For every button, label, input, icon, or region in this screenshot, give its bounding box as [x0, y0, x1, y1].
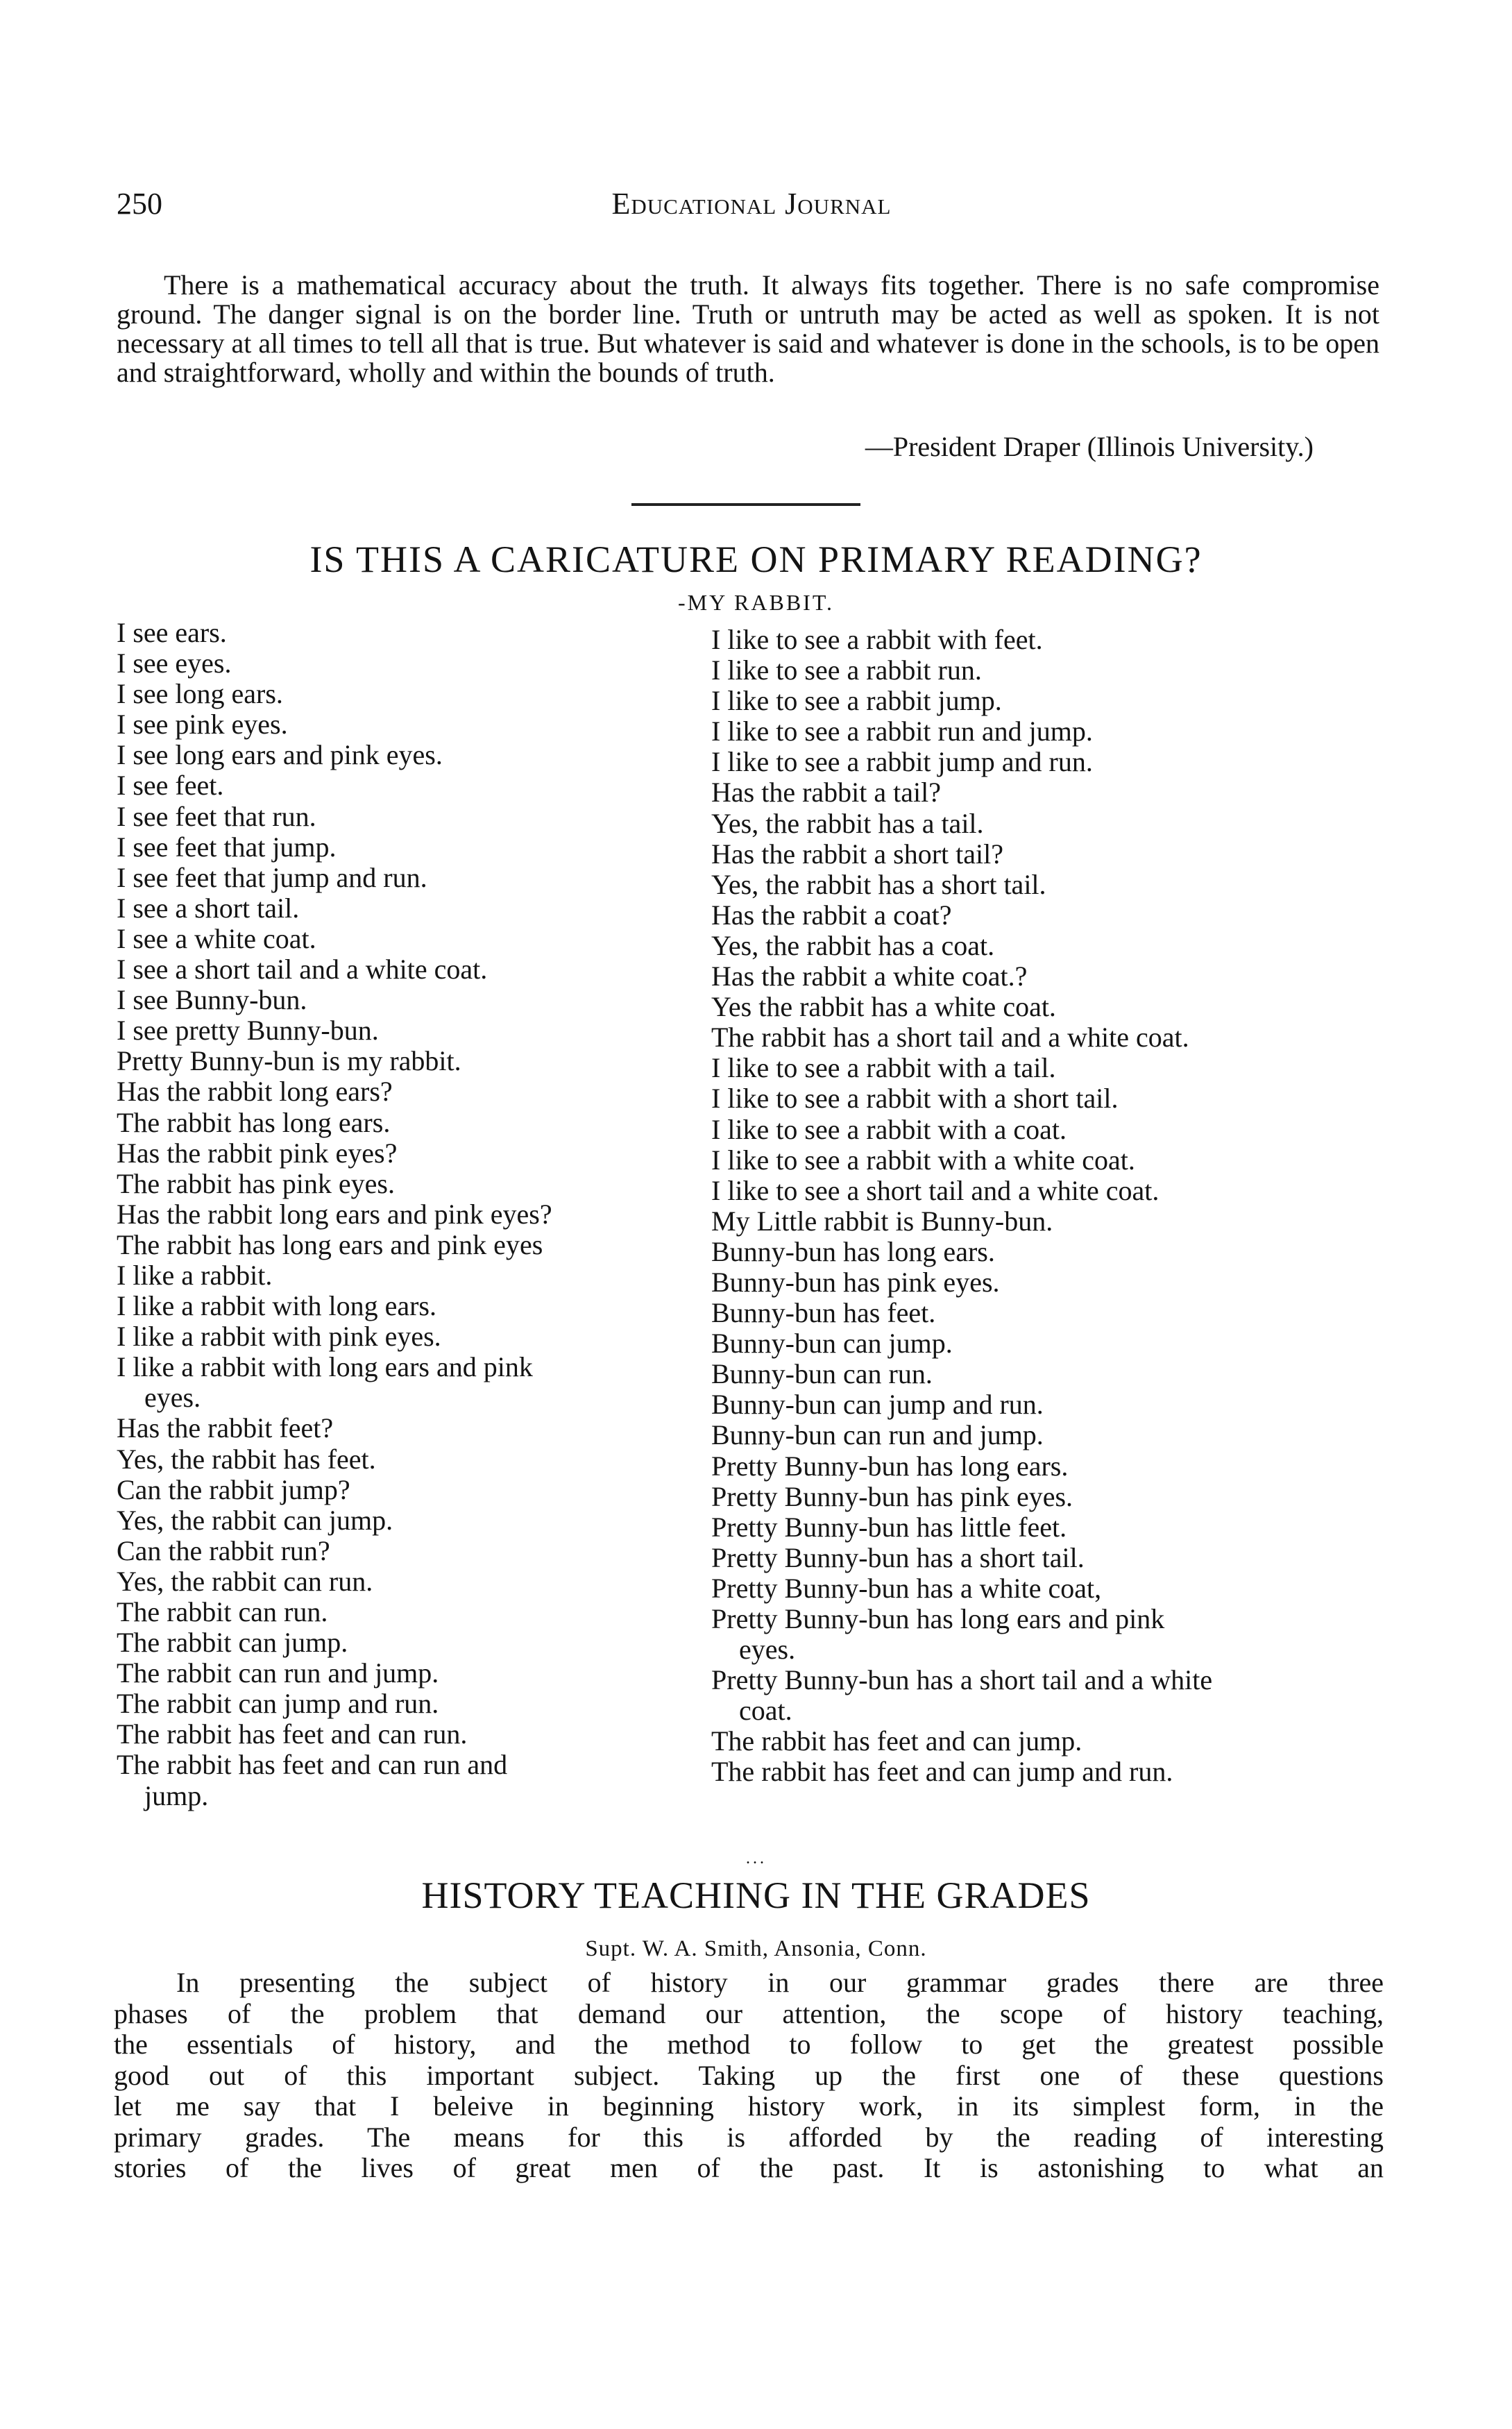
text-line: Has the rabbit feet?	[117, 1412, 334, 1444]
text-line: I see a short tail and a white coat.	[117, 954, 488, 985]
quote-attribution: —President Draper (Illinois University.)	[865, 431, 1314, 462]
text-line: My Little rabbit is Bunny-bun.	[711, 1205, 1053, 1237]
text-line: Has the rabbit a coat?	[711, 899, 952, 931]
body-line: stories of the lives of great men of the past. It is astonishing to what an	[114, 2153, 1384, 2183]
text-line: The rabbit has pink eyes.	[117, 1167, 395, 1199]
text-line: eyes.	[739, 1634, 796, 1666]
text-line: Bunny-bun has pink eyes.	[711, 1266, 1000, 1298]
article-title-history-teaching: HISTORY TEACHING IN THE GRADES	[421, 1874, 1091, 1916]
text-line: I see Bunny-bun.	[117, 984, 307, 1016]
text-line: Has the rabbit a short tail?	[711, 838, 1003, 870]
article-subtitle: -MY RABBIT.	[678, 590, 834, 615]
text-line: Pretty Bunny-bun has long ears.	[711, 1450, 1069, 1482]
text-line: I like to see a rabbit run and jump.	[711, 716, 1093, 747]
text-line: I see long ears.	[117, 678, 283, 710]
article-body	[114, 1967, 1384, 2184]
text-line: I like to see a rabbit jump and run.	[711, 746, 1093, 778]
text-line: I see long ears and pink eyes.	[117, 739, 443, 771]
text-line: The rabbit has feet and can run.	[117, 1718, 468, 1750]
section-divider	[631, 503, 860, 506]
body-line: let me say that I beleive in beginning history work, in its simplest form, in the	[114, 2091, 1384, 2122]
text-line: I like to see a rabbit with a coat.	[711, 1113, 1067, 1145]
text-line: Has the rabbit a white coat.?	[711, 960, 1028, 992]
page-header	[117, 186, 1386, 228]
text-line: jump.	[144, 1779, 209, 1811]
page-number: 250	[117, 187, 162, 221]
text-line: Yes, the rabbit has a tail.	[711, 807, 984, 839]
text-line: I see eyes.	[117, 648, 232, 679]
text-line: I like to see a rabbit run.	[711, 654, 982, 686]
text-line: Can the rabbit jump?	[117, 1473, 350, 1505]
body-line: primary grades. The means for this is afforded by the reading of interesting	[114, 2122, 1384, 2153]
text-line: I like a rabbit.	[117, 1259, 273, 1291]
text-line: Yes, the rabbit has a short tail.	[711, 868, 1046, 900]
text-line: The rabbit can run and jump.	[117, 1657, 439, 1689]
text-line: Yes, the rabbit has a coat.	[711, 929, 995, 961]
opening-quote	[117, 271, 1379, 387]
text-line: I like to see a rabbit jump.	[711, 685, 1002, 717]
text-line: I like to see a rabbit with a tail.	[711, 1052, 1056, 1084]
text-line: Bunny-bun can run.	[711, 1358, 933, 1390]
text-line: The rabbit can jump.	[117, 1627, 348, 1659]
body-line: In presenting the subject of history in our grammar grades there are three	[176, 1967, 1384, 1998]
body-line: good out of this important subject. Taking up the first one of these questions	[114, 2060, 1384, 2091]
text-line: Bunny-bun can run and jump.	[711, 1419, 1044, 1451]
text-line: I see feet that jump and run.	[117, 861, 427, 893]
journal-title: Educational Journal	[611, 187, 892, 221]
text-line: Pretty Bunny-bun has a short tail and a white	[711, 1664, 1213, 1696]
text-line: I like to see a short tail and a white coat.	[711, 1174, 1160, 1206]
text-line: Has the rabbit long ears and pink eyes?	[117, 1198, 552, 1230]
body-line: phases of the problem that demand our attention, the scope of history teaching,	[114, 1998, 1384, 2029]
text-line: The rabbit has feet and can jump and run.	[711, 1756, 1173, 1788]
reading-column-right	[711, 625, 1398, 1788]
text-line: Bunny-bun has long ears.	[711, 1235, 995, 1267]
text-line: I see a short tail.	[117, 892, 300, 924]
text-line: I like a rabbit with long ears and pink	[117, 1351, 533, 1383]
text-line: I like a rabbit with long ears.	[117, 1290, 436, 1322]
text-line: The rabbit has feet and can jump.	[711, 1725, 1082, 1757]
text-line: Pretty Bunny-bun has a short tail.	[711, 1541, 1085, 1573]
text-line: Can the rabbit run?	[117, 1534, 330, 1566]
quote-text: There is a mathematical accuracy about the truth. It always fits together. There is no safe compromise ground. The danger signal is on the border line. Truth or untruth may be acted as well as spoken. It is not necessary at all times to tell all that is true. But whatever is said and whatever is done in the schools, is to be open and straightforward, wholly and within the bounds of truth.	[117, 269, 1379, 388]
text-line: I like to see a rabbit with a short tail.	[711, 1083, 1119, 1115]
text-line: Pretty Bunny-bun is my rabbit.	[117, 1045, 461, 1077]
text-line: Pretty Bunny-bun has a white coat,	[711, 1572, 1102, 1604]
text-line: I like to see a rabbit with a white coat.	[711, 1144, 1135, 1176]
text-line: Has the rabbit pink eyes?	[117, 1137, 398, 1169]
reading-column-left	[117, 618, 703, 1811]
text-line: I see pink eyes.	[117, 709, 288, 740]
text-line: Bunny-bun can jump.	[711, 1328, 953, 1360]
text-line: Has the rabbit long ears?	[117, 1076, 393, 1108]
text-line: Bunny-bun can jump and run.	[711, 1389, 1044, 1421]
text-line: coat.	[739, 1695, 792, 1727]
body-line: the essentials of history, and the method to follow to get the greatest possible	[114, 2029, 1384, 2060]
text-line: I see feet.	[117, 770, 224, 802]
text-line: The rabbit has a short tail and a white coat.	[711, 1022, 1189, 1053]
text-line: I see ears.	[117, 617, 227, 648]
text-line: Yes, the rabbit has feet.	[117, 1443, 376, 1475]
text-line: I like a rabbit with pink eyes.	[117, 1321, 441, 1353]
text-line: Pretty Bunny-bun has pink eyes.	[711, 1480, 1073, 1512]
text-line: Pretty Bunny-bun has long ears and pink	[711, 1603, 1165, 1634]
text-line: I see feet that jump.	[117, 831, 337, 863]
article-author: Supt. W. A. Smith, Ansonia, Conn.	[585, 1936, 927, 1961]
text-line: The rabbit has feet and can run and	[117, 1749, 508, 1781]
article-title-primary-reading: IS THIS A CARICATURE ON PRIMARY READING?	[309, 539, 1203, 580]
text-line: Yes, the rabbit can run.	[117, 1565, 373, 1597]
text-line: I see feet that run.	[117, 800, 316, 832]
text-line: The rabbit has long ears.	[117, 1106, 391, 1138]
text-line: Bunny-bun has feet.	[711, 1297, 936, 1329]
text-line: I like to see a rabbit with feet.	[711, 624, 1043, 655]
text-line: I see a white coat.	[117, 922, 316, 954]
text-line: The rabbit can jump and run.	[117, 1688, 439, 1720]
text-line: Has the rabbit a tail?	[711, 777, 941, 809]
text-line: Yes the rabbit has a white coat.	[711, 991, 1056, 1023]
text-line: The rabbit can run.	[117, 1596, 328, 1627]
separator-dots: ...	[746, 1850, 767, 1868]
text-line: Yes, the rabbit can jump.	[117, 1504, 393, 1536]
text-line: Pretty Bunny-bun has little feet.	[711, 1511, 1067, 1543]
text-line: eyes.	[144, 1382, 201, 1414]
text-line: I see pretty Bunny-bun.	[117, 1015, 379, 1047]
text-line: The rabbit has long ears and pink eyes	[117, 1228, 543, 1260]
